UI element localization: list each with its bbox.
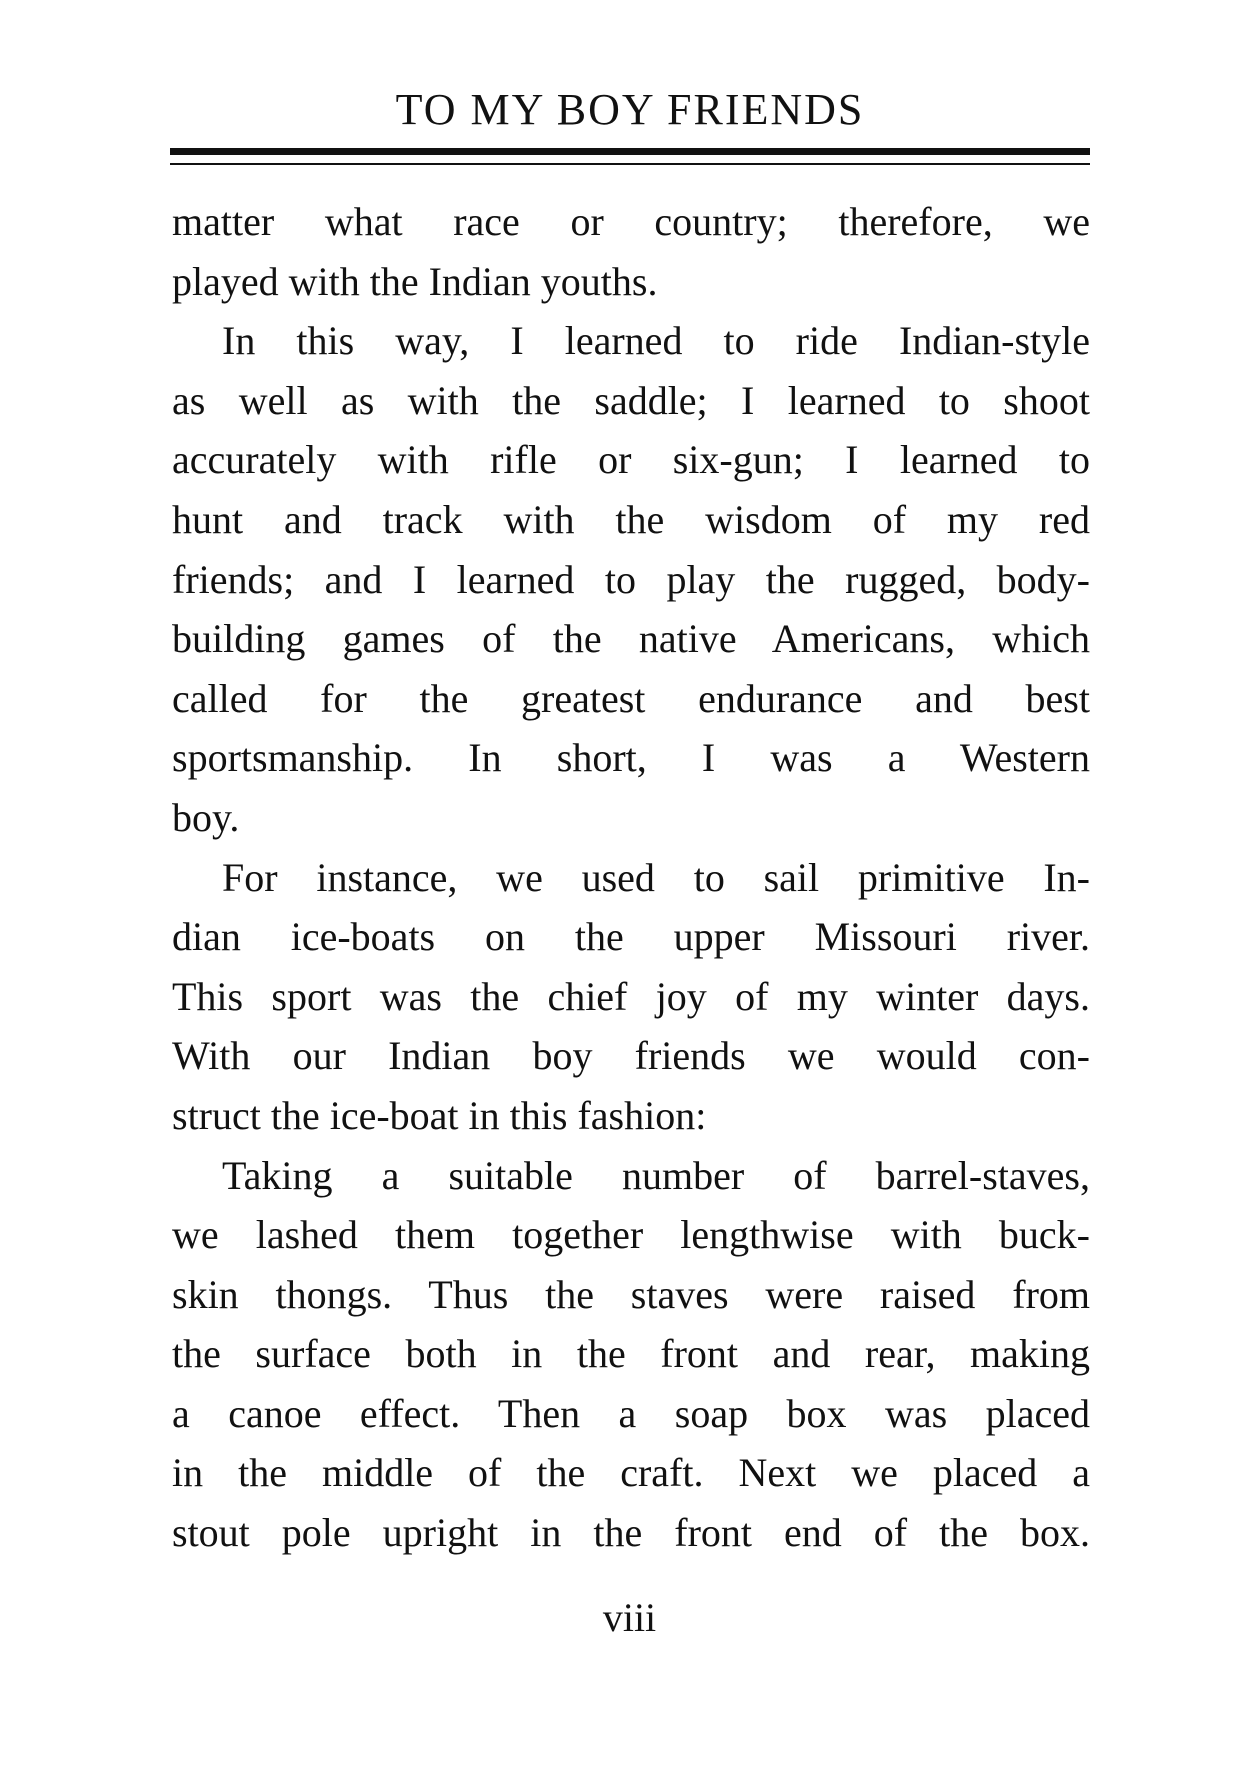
text-line: In this way, I learned to ride Indian-style	[222, 318, 1090, 364]
text-line: sportsmanship. In short, I was a Western	[172, 735, 1090, 781]
header-rule-thick	[170, 148, 1090, 155]
header-rule-thin	[170, 163, 1090, 165]
running-head: TO MY BOY FRIENDS	[395, 85, 865, 134]
text-line: in the middle of the craft. Next we placed a	[172, 1450, 1090, 1496]
text-line: For instance, we used to sail primitive In-	[222, 854, 1090, 900]
text-line: This sport was the chief joy of my winter days.	[172, 973, 1090, 1019]
text-line: played with the Indian youths.	[172, 258, 658, 304]
text-line: skin thongs. Thus the staves were raised from	[172, 1271, 1090, 1317]
text-line: struct the ice-boat in this fashion:	[172, 1092, 707, 1138]
text-line: building games of the native Americans, which	[172, 616, 1090, 662]
text-line: a canoe effect. Then a soap box was placed	[172, 1390, 1090, 1436]
page-number: viii	[602, 1595, 657, 1640]
text-line: dian ice-boats on the upper Missouri river.	[172, 914, 1090, 960]
text-line: called for the greatest endurance and best	[172, 675, 1090, 721]
text-line: hunt and track with the wisdom of my red	[172, 496, 1090, 542]
text-line: we lashed them together lengthwise with buck-	[172, 1212, 1090, 1258]
text-line: Taking a suitable number of barrel-staves,	[222, 1152, 1090, 1198]
text-line: the surface both in the front and rear, making	[172, 1331, 1090, 1377]
text-line: boy.	[172, 794, 240, 840]
text-line: stout pole upright in the front end of the box.	[172, 1510, 1090, 1556]
text-line: matter what race or country; therefore, we	[172, 199, 1090, 244]
text-line: as well as with the saddle; I learned to shoot	[172, 377, 1090, 423]
body-text	[172, 192, 1090, 1563]
text-line: With our Indian boy friends we would con-	[172, 1033, 1090, 1079]
text-line: accurately with rifle or six-gun; I learned to	[172, 437, 1090, 483]
text-line: friends; and I learned to play the rugged, body-	[172, 556, 1090, 602]
